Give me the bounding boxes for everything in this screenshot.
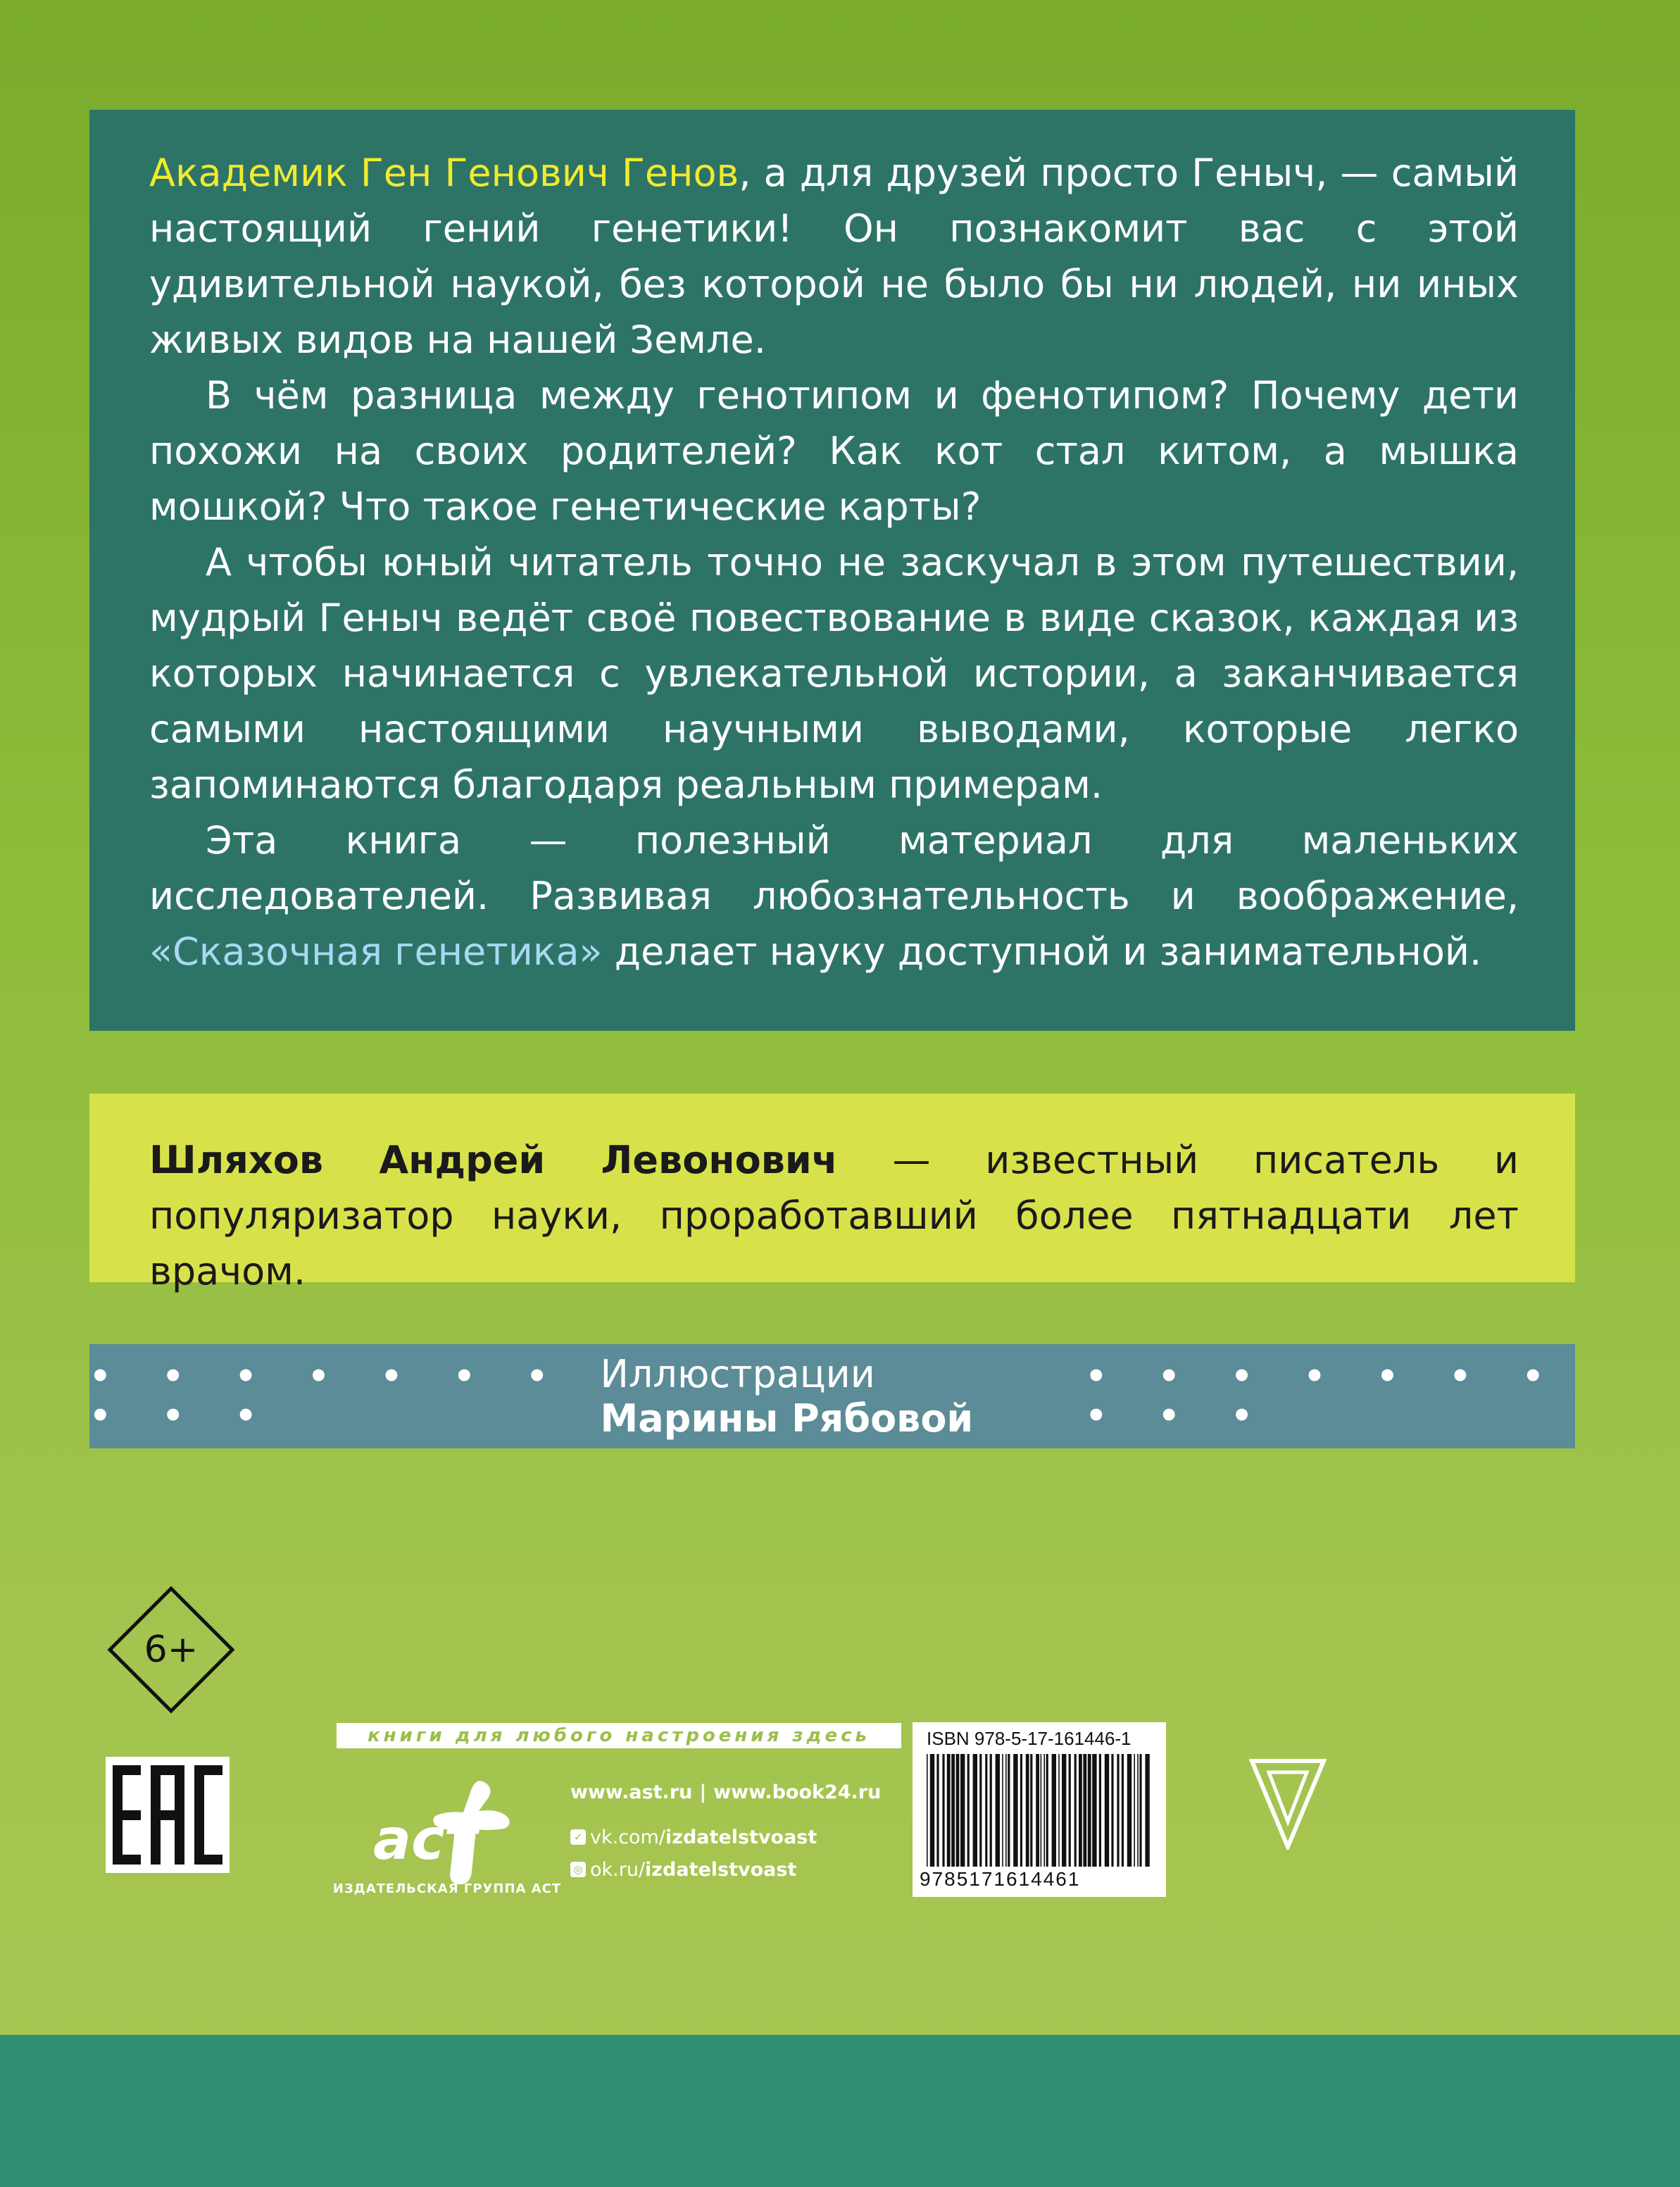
vk-prefix: vk.com/ (590, 1826, 665, 1848)
barcode-bar (1030, 1754, 1032, 1867)
blurb-paragraph-2: В чём разница между генотипом и фенотипом? Почему дети похожи на своих родителей? Как кот стал китом, а мышка мошкой? Что такое генетические карты? (149, 373, 1519, 529)
illustrations-label: Иллюстрации (600, 1352, 875, 1396)
ok-prefix: ok.ru/ (590, 1858, 646, 1881)
barcode-bars (927, 1754, 1152, 1867)
barcode-bar (1069, 1754, 1071, 1867)
barcode-bar (1020, 1754, 1022, 1867)
barcode-bar (1026, 1754, 1029, 1867)
blurb-p4-end: делает науку доступной и занимательной. (602, 929, 1482, 974)
barcode-bar (942, 1754, 944, 1867)
illustrations-credit (601, 1352, 1065, 1441)
barcode-bar (996, 1754, 1000, 1867)
barcode-bar (973, 1754, 977, 1867)
barcode-bar (936, 1754, 939, 1867)
age-rating-text: 6+ (144, 1629, 199, 1671)
author-name: Шляхов Андрей Левонович (149, 1138, 838, 1182)
author-panel (89, 1094, 1575, 1293)
dots-right: • • • • • • • • • • (1085, 1357, 1564, 1436)
barcode-bar (1139, 1754, 1141, 1867)
barcode-bar (1052, 1754, 1056, 1867)
link-separator: | (699, 1781, 707, 1803)
ok-icon: ◎ (570, 1862, 586, 1877)
age-rating-badge (106, 1584, 237, 1715)
barcode-bar (1058, 1754, 1060, 1867)
barcode-bar (1111, 1754, 1113, 1867)
barcode-bar (1127, 1754, 1132, 1867)
barcode-bar (947, 1754, 951, 1867)
ok-row (570, 1857, 881, 1882)
barcode-bar (1074, 1754, 1077, 1867)
barcode-bar (1092, 1754, 1096, 1867)
barcode-bar (985, 1754, 987, 1867)
barcode-bar (990, 1754, 992, 1867)
publisher-group-name: ИЗДАТЕЛЬСКАЯ ГРУППА АСТ (332, 1881, 562, 1896)
barcode-bar (930, 1754, 934, 1867)
publisher-links (570, 1779, 881, 1889)
vk-row (570, 1824, 881, 1850)
barcode-bar (1122, 1754, 1124, 1867)
barcode-bar (1005, 1754, 1007, 1867)
barcode-bar (979, 1754, 982, 1867)
barcode-bar (1013, 1754, 1017, 1867)
barcode-bar (1117, 1754, 1119, 1867)
ok-link[interactable]: izdatelstvoast (645, 1858, 797, 1881)
barcode-bar (1036, 1754, 1039, 1867)
illustrations-strip (89, 1344, 1575, 1448)
website-link-book24[interactable]: www.book24.ru (713, 1781, 882, 1803)
bottom-band (0, 2035, 1680, 2187)
barcode-bar (1088, 1754, 1091, 1867)
barcode-bar (1043, 1754, 1045, 1867)
author-bio-text: — известный писатель и популяризатор науки, проработавший более пятнадцати лет врачом. (149, 1138, 1519, 1293)
barcode-bar (927, 1754, 928, 1867)
blurb-highlight-name: Академик Ген Генович Генов (149, 151, 739, 195)
author-bio (149, 1132, 1519, 1299)
publisher-slogan: книги для любого настроения здесь (337, 1723, 901, 1748)
barcode-bar (1041, 1754, 1042, 1867)
blurb-highlight-title: «Сказочная генетика» (149, 929, 603, 974)
barcode-bar (1062, 1754, 1066, 1867)
barcode-bar (1083, 1754, 1086, 1867)
barcode-bar (1137, 1754, 1139, 1867)
vk-link[interactable]: izdatelstvoast (665, 1826, 817, 1848)
isbn-label: ISBN 978-5-17-161446-1 (927, 1728, 1132, 1749)
vk-icon: ✓ (570, 1829, 586, 1845)
dots-left: • • • • • • • • • • (89, 1357, 568, 1436)
illustrator-name: Марины Рябовой (600, 1396, 974, 1441)
barcode-bar (967, 1754, 970, 1867)
blurb-p1-text: , а для друзей просто Геныч, — самый настоящий гений генетики! Он познакомит вас с этой удивительной наукой, без которой не было бы ни людей, ни иных живых видов на нашей Земле. (149, 151, 1519, 362)
barcode-bar (1145, 1754, 1149, 1867)
eac-mark-icon (106, 1757, 230, 1873)
barcode-bar (956, 1754, 960, 1867)
blurb-panel (89, 110, 1575, 1031)
barcode-bar (1046, 1754, 1048, 1867)
barcode-bar (1099, 1754, 1101, 1867)
ast-logo-text: аст (373, 1807, 477, 1872)
v-logo-icon (1249, 1758, 1327, 1850)
blurb-p4-start: Эта книга — полезный материал для маленьких исследователей. Развивая любознательность и воображение, (149, 818, 1519, 918)
barcode-bar (1134, 1754, 1135, 1867)
website-link-ast[interactable]: www.ast.ru (570, 1781, 693, 1803)
blurb-paragraph-4 (149, 813, 1519, 979)
blurb-paragraph-3: А чтобы юный читатель точно не заскучал в этом путешествии, мудрый Геныч ведёт своё повествование в виде сказок, каждая из которых начинается с увлекательной истории, а заканчивается самыми настоящими научными выводами, которые легко запоминаются благодаря реальным примерам. (149, 540, 1519, 807)
barcode-bar (1002, 1754, 1003, 1867)
barcode-bar (1079, 1754, 1082, 1867)
isbn-digits: 9785171614461 (920, 1868, 1081, 1890)
barcode-bar (1105, 1754, 1109, 1867)
website-row (570, 1779, 881, 1805)
barcode-bar (960, 1754, 965, 1867)
barcode-bar (1008, 1754, 1010, 1867)
blurb-paragraph-1 (149, 145, 1519, 368)
isbn-barcode (913, 1722, 1166, 1897)
barcode-bar (951, 1754, 955, 1867)
